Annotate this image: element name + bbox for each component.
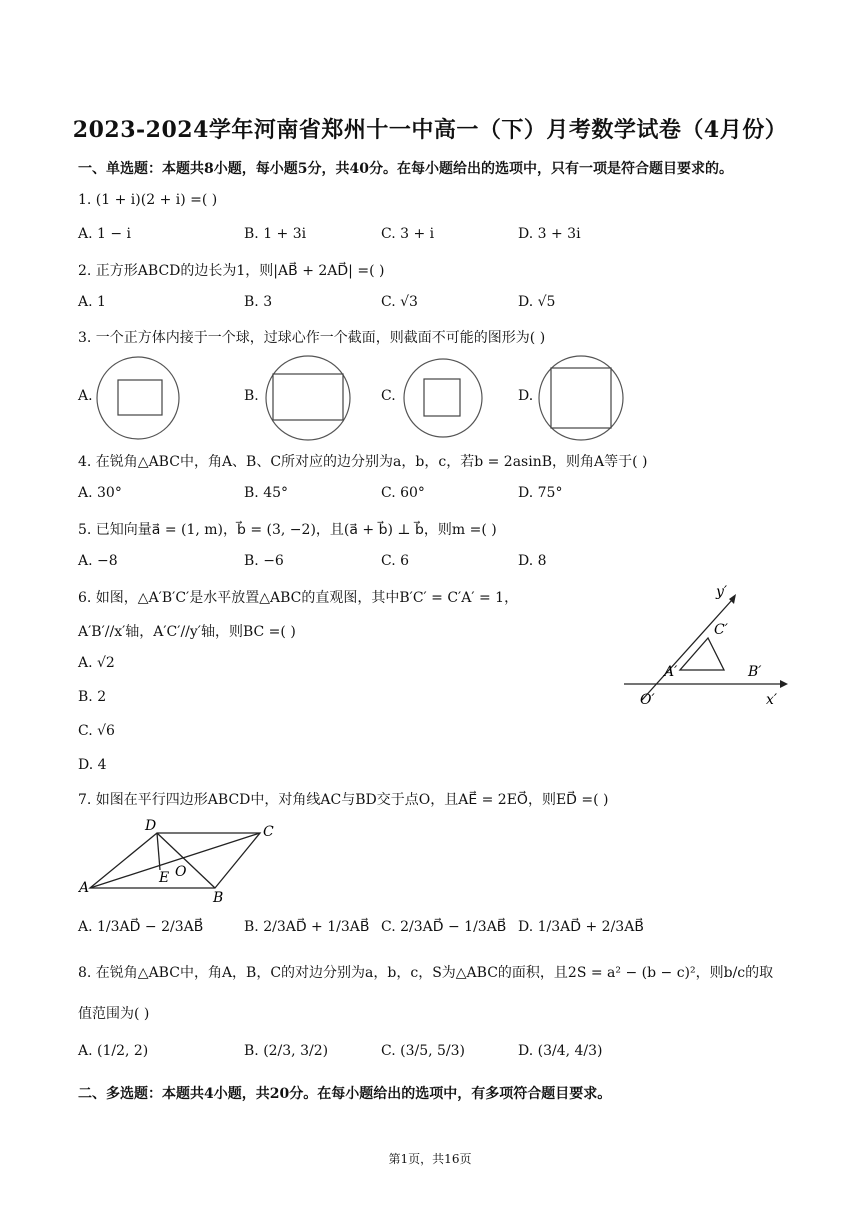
question-1-option-a: A. 1 − i [78,226,132,242]
question-4-option-d: D. 75° [518,485,563,501]
question-6-option-d: D. 4 [78,757,107,773]
vertex-c-label: C [263,824,274,840]
question-4-stem: 4. 在锐角△ABC中，角A、B、C所对应的边分别为a，b，c，若b = 2asinB，则角A等于( ) [78,454,648,470]
question-3-option-d: D. [518,388,534,404]
x-prime-label: x′ [766,692,778,708]
question-7-option-b: B. 2/3AD⃗ + 1/3AB⃗ [244,919,370,935]
question-8-stem-line-2: 值范围为( ) [78,1006,150,1022]
y-prime-label: y′ [716,584,728,600]
section-1-heading: 一、单选题：本题共8小题，每小题5分，共40分。在每小题给出的选项中，只有一项是符合题目要求的。 [78,161,733,177]
question-3-option-c: C. [381,388,396,404]
vertex-d-label: D [145,818,157,834]
question-5-option-c: C. 6 [381,553,410,569]
question-6-option-b: B. 2 [78,689,107,705]
circle-rectangle-figure-a [95,355,181,441]
point-o-label: O [175,864,187,880]
question-1-option-d: D. 3 + 3i [518,226,581,242]
question-6-stem-line-1: 6. 如图，△A′B′C′是水平放置△ABC的直观图，其中B′C′ = C′A′ = 1， [78,590,519,606]
question-6-option-c: C. √6 [78,723,115,739]
question-1-stem: 1. (1 + i)(2 + i) =( ) [78,192,218,208]
question-7-option-d: D. 1/3AD⃗ + 2/3AB⃗ [518,919,644,935]
question-3-option-a: A. [78,388,93,404]
vertex-b-label: B [213,890,224,904]
circle-square-figure-c [402,355,484,441]
question-4-option-b: B. 45° [244,485,289,501]
b-prime-label: B′ [748,664,762,680]
question-8-option-d: D. (3/4, 4/3) [518,1043,603,1059]
question-3-stem: 3. 一个正方体内接于一个球，过球心作一个截面，则截面不可能的图形为( ) [78,330,546,346]
question-8-option-a: A. (1/2, 2) [78,1043,149,1059]
question-6-option-a: A. √2 [78,655,115,671]
a-prime-label: A′ [664,664,678,680]
c-prime-label: C′ [714,622,728,638]
question-1-option-c: C. 3 + i [381,226,435,242]
question-5-option-a: A. −8 [78,553,118,569]
question-7-stem: 7. 如图在平行四边形ABCD中，对角线AC与BD交于点O，且AE⃗ = 2EO⃗，则ED⃗ =( ) [78,792,609,808]
question-6-stem-line-2: A′B′//x′轴，A′C′//y′轴，则BC =( ) [78,624,296,640]
question-4-option-c: C. 60° [381,485,425,501]
question-7-option-c: C. 2/3AD⃗ − 1/3AB⃗ [381,919,507,935]
question-3-option-b: B. [244,388,259,404]
question-2-option-a: A. 1 [78,294,106,310]
parallelogram-diagram [75,812,285,904]
section-2-heading: 二、多选题：本题共4小题，共20分。在每小题给出的选项中，有多项符合题目要求。 [78,1086,612,1102]
question-2-stem: 2. 正方形ABCD的边长为1，则|AB⃗ + 2AD⃗| =( ) [78,263,385,279]
question-2-option-d: D. √5 [518,294,556,310]
question-4-option-a: A. 30° [78,485,122,501]
o-prime-label: O′ [640,692,655,708]
vertex-a-label: A [79,880,90,896]
point-e-label: E [159,870,170,886]
question-8-option-c: C. (3/5, 5/3) [381,1043,465,1059]
oblique-projection-diagram [620,580,790,710]
question-2-option-b: B. 3 [244,294,273,310]
question-1-option-b: B. 1 + 3i [244,226,307,242]
page-title: 2023-2024学年河南省郑州十一中高一（下）月考数学试卷（4月份） [72,117,788,143]
question-2-option-c: C. √3 [381,294,418,310]
question-8-option-b: B. (2/3, 3/2) [244,1043,329,1059]
question-7-option-a: A. 1/3AD⃗ − 2/3AB⃗ [78,919,204,935]
page-footer: 第1页，共16页 [388,1152,472,1166]
question-5-option-b: B. −6 [244,553,284,569]
question-5-stem: 5. 已知向量a⃗ = (1, m)，b⃗ = (3, −2)，且(a⃗ + b⃗) ⊥ b⃗，则m =( ) [78,522,497,538]
question-5-option-d: D. 8 [518,553,547,569]
question-8-stem-line-1: 8. 在锐角△ABC中，角A，B，C的对边分别为a，b，c，S为△ABC的面积，且2S = a² − (b − c)²，则b/c的取 [78,965,774,981]
circle-inscribed-square-figure-d [537,354,625,442]
circle-inscribed-rectangle-figure-b [264,354,352,442]
